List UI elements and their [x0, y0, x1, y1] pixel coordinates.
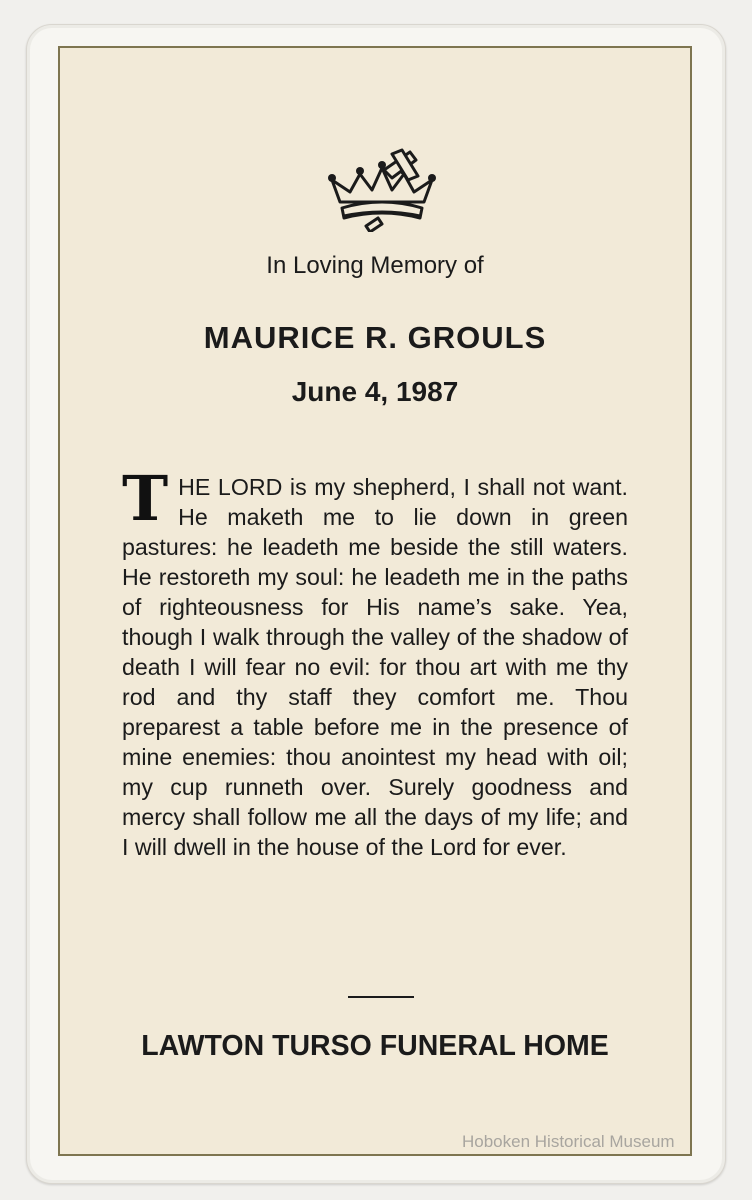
crown-with-cross-icon — [326, 146, 438, 232]
memorial-heading: In Loving Memory of — [266, 252, 484, 279]
funeral-home-name: LAWTON TURSO FUNERAL HOME — [141, 1030, 609, 1062]
museum-watermark: Hoboken Historical Museum — [462, 1132, 675, 1151]
divider-rule — [348, 996, 414, 998]
psalm-23-text — [122, 462, 628, 862]
death-date: June 4, 1987 — [291, 376, 459, 407]
deceased-name: MAURICE R. GROULS — [203, 320, 547, 355]
psalm-body: HE LORD is my shepherd, I shall not want. He maketh me to lie down in green pastures: he leadeth me beside the still waters. He restoreth my soul: he leadeth me in the paths of righteousness for His name’s sake. Yea, though I walk through the valley of the shadow of death I will fear no evil: for thou art with me thy rod and thy staff they comfort me. Thou preparest a table before me in the presence of mine enemies: thou anointest my head with oil; my cup runneth over. Surely goodness and mercy shall follow me all the days of my life; and I will dwell in the house of the Lord for ever. — [122, 474, 628, 860]
drop-cap-letter: T — [122, 462, 169, 535]
